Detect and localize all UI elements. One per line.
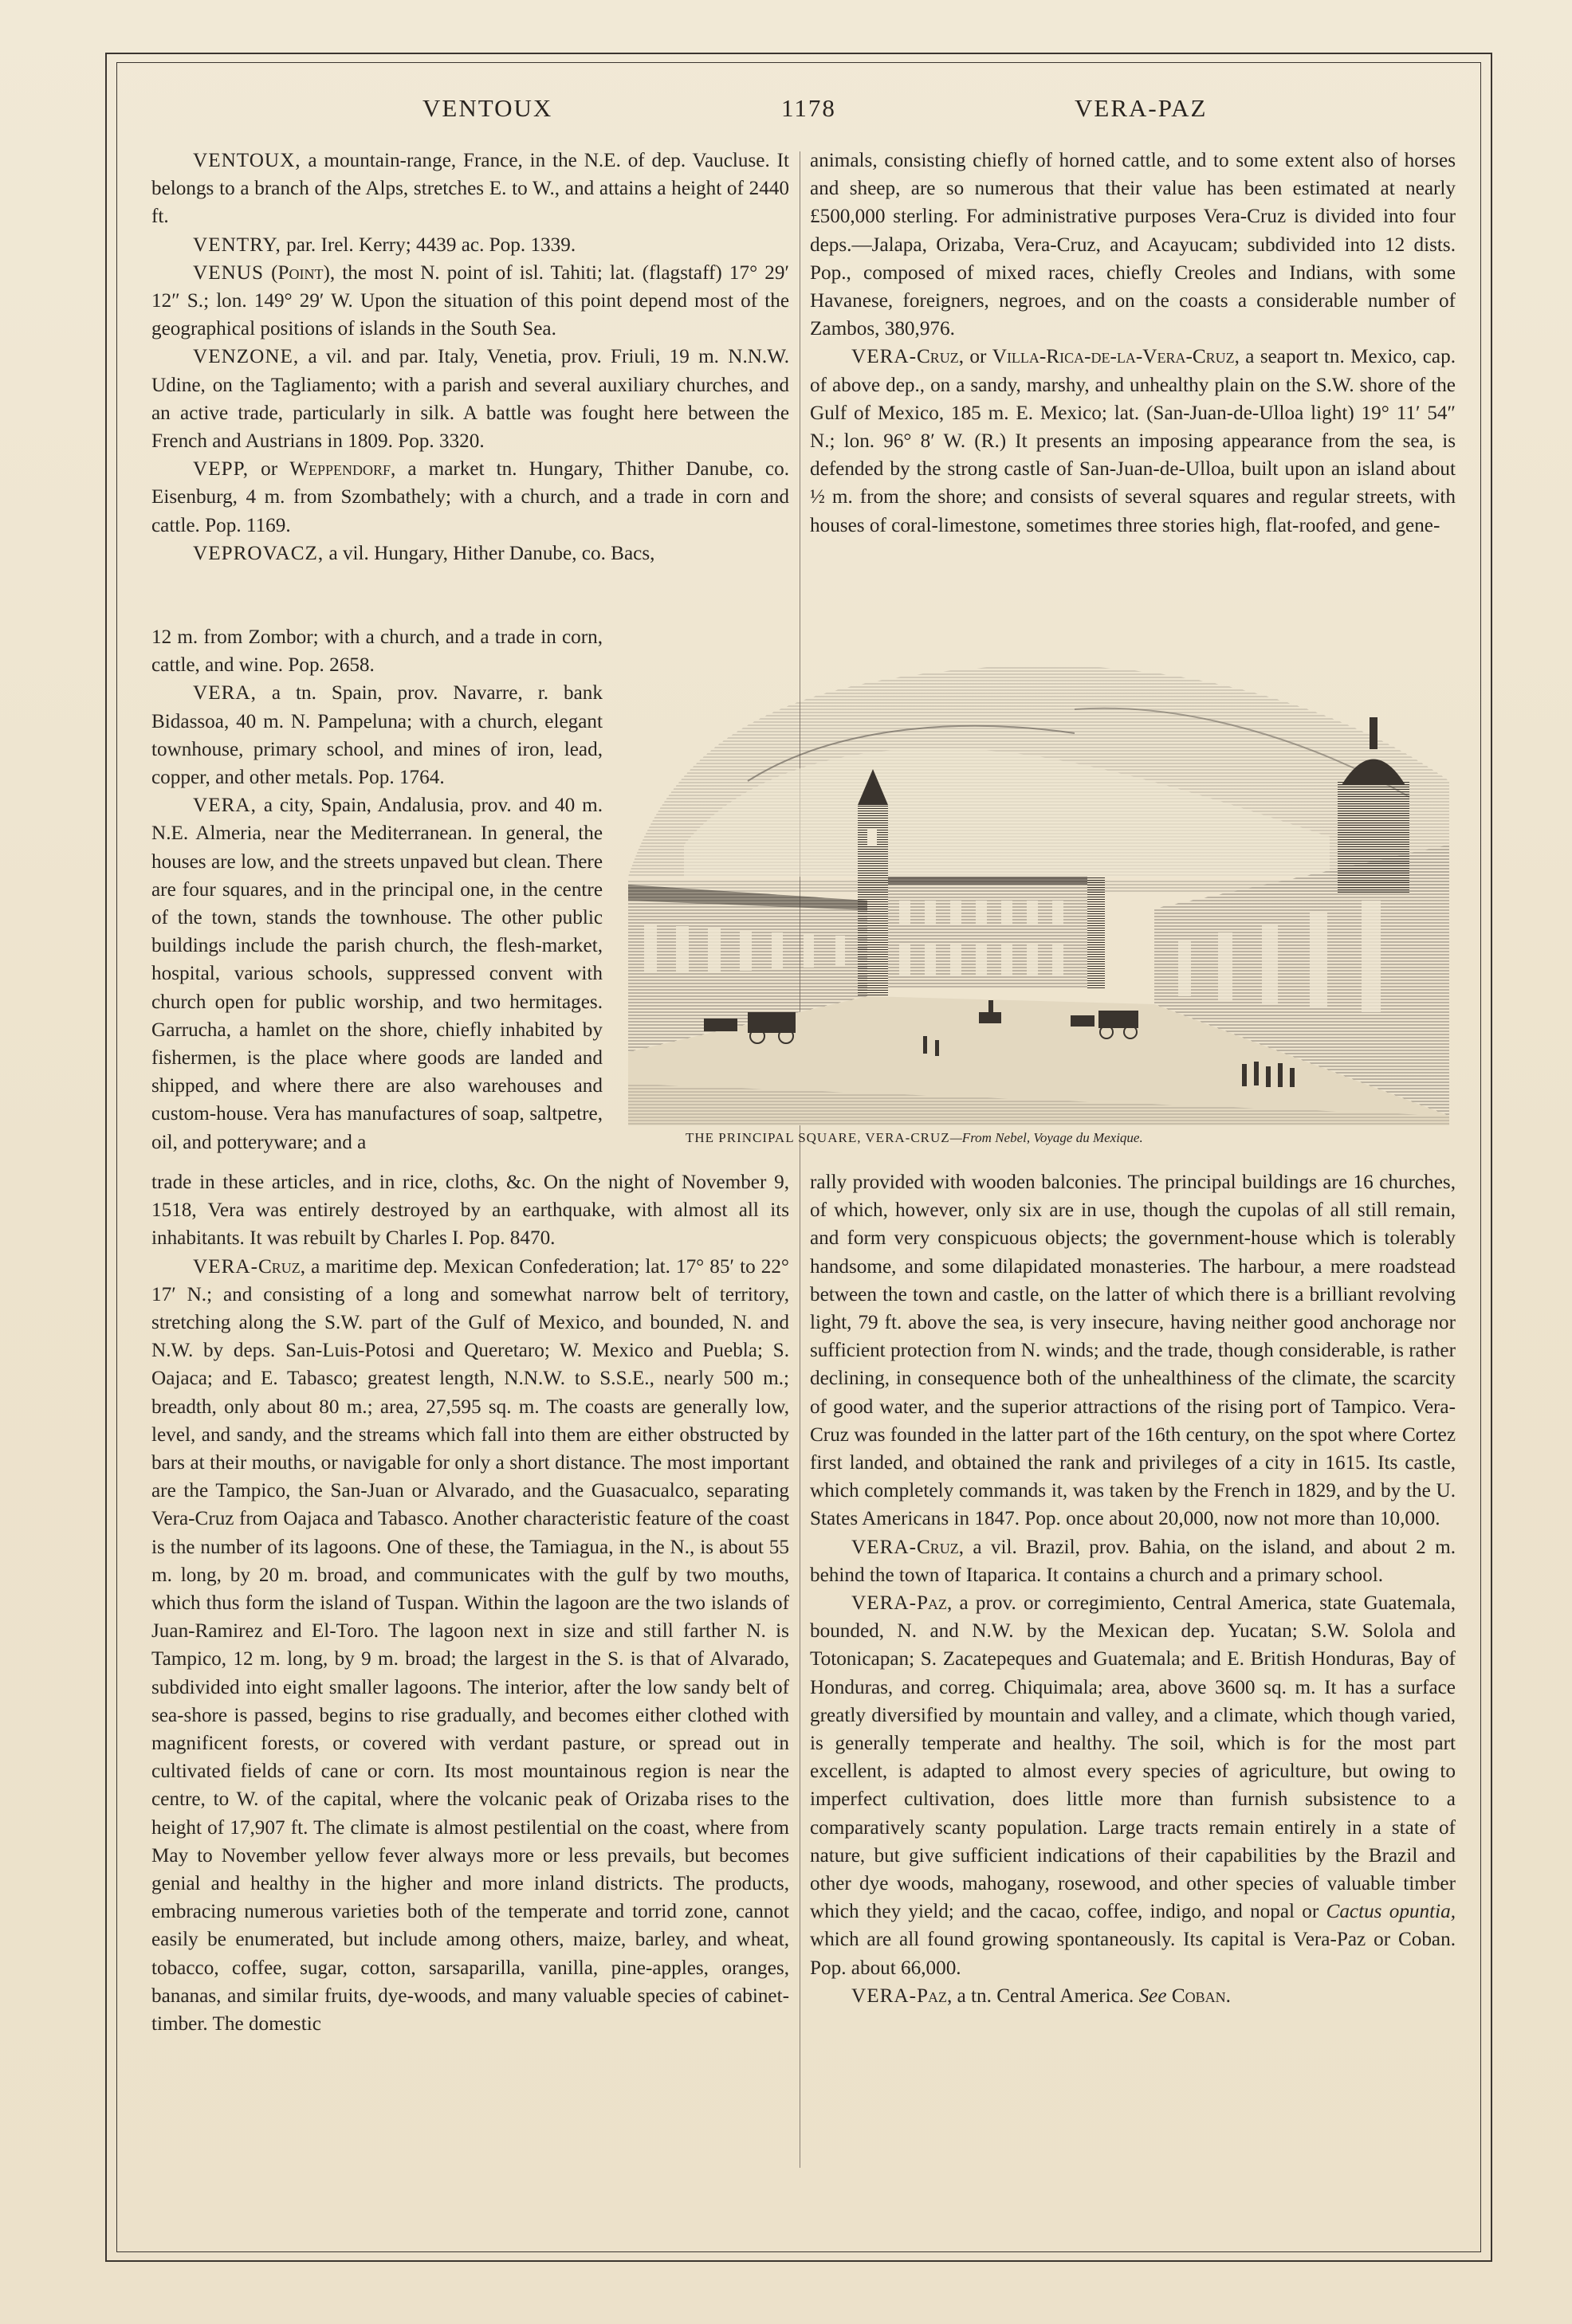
entry-venzone bbox=[151, 343, 789, 455]
entry-text: a vil. Hungary, Hither Danube, co. Bacs, bbox=[324, 542, 655, 564]
headword: VENUS bbox=[193, 261, 264, 284]
left-column-narrow bbox=[151, 623, 603, 1156]
headword-part: Paz, bbox=[916, 1984, 953, 2007]
entry-venus bbox=[151, 259, 789, 343]
headword-alt: Weppendorf, bbox=[289, 458, 396, 481]
right-column-top bbox=[810, 147, 1456, 540]
entry-ventoux bbox=[151, 147, 789, 231]
entry-veracruz-town-continued: rally provided with wooden balconies. The principal buildings are 16 churches, of which, however, only six are in use, though the cupolas of all still remain, and form very conspicuous objects; the government-house which is tolerably handsome, and some dilapidated monasteries. The harbour, a mere roadstead between the town and castle, on the latter of which there is a brilliant revolving light, 79 ft. above the sea, is very insecure, having neither good anchorage nor sufficient protection from N. winds; and the trade, though considerable, is rather declining, in consequence both of the unhealthiness of the climate, the scarcity of good water, and the superior attractions of the rising port of Tampico. Vera-Cruz was founded in the latter part of the 16th century, on the spot where Cortez first landed, and obtained the rank and privileges of a city in 1615. Its castle, which completely commands it, was taken by the French in 1829, and by the U. States Americans in 1847. Pop. once about 20,000, now not more than 10,000. bbox=[810, 1172, 1456, 1530]
entry-veracruz-dep bbox=[151, 1253, 789, 2039]
entry-veprovacz bbox=[151, 540, 789, 567]
page-number: 1178 bbox=[781, 94, 836, 122]
headword: VERA- bbox=[851, 1984, 917, 2007]
entry-verapaz-province bbox=[810, 1589, 1456, 1982]
running-header bbox=[151, 94, 1451, 134]
headword: VENTRY, bbox=[193, 234, 281, 256]
entry-veprovacz-continued: 12 m. from Zombor; with a church, and a trade in corn, cattle, and wine. Pop. 2658. bbox=[151, 626, 603, 677]
entry-veracruz-town bbox=[810, 343, 1456, 539]
headword: VERA- bbox=[851, 346, 917, 368]
right-column-bottom bbox=[810, 1168, 1456, 2010]
headword-part: Cruz, bbox=[257, 1255, 306, 1278]
entry-verapaz-town bbox=[810, 1982, 1456, 2010]
entry-vera-andalusia bbox=[151, 791, 603, 1156]
entry-vera-andalusia-continued: trade in these articles, and in rice, cloths, &c. On the night of November 9, 1518, Vera was entirely destroyed by an earthquake, with almost all its inhabitants. It was rebuilt by Charles I. Pop. 8470. bbox=[151, 1172, 789, 1250]
headword: VEPROVACZ, bbox=[193, 542, 324, 564]
headword: VERA, bbox=[193, 795, 257, 817]
italic-term: Cactus opuntia, bbox=[1326, 1901, 1456, 1923]
entry-text: a tn. Spain, prov. Navarre, r. bank Bidassoa, 40 m. N. Pampeluna; with a church, elegant townhouse, primary school, and mines of iron, lead, copper, and other metals. Pop. 1764. bbox=[151, 682, 603, 789]
entry-text: the most N. point of isl. Tahiti; lat. (flagstaff) 17° 29′ 12″ S.; lon. 149° 29′ W. Upon the situation of this point depend most of the geographical positions of islands in the South Sea. bbox=[151, 261, 789, 340]
entry-veracruz-village bbox=[810, 1533, 1456, 1589]
entry-text: a tn. Central America. bbox=[952, 1984, 1139, 2007]
header-left-word: VENTOUX bbox=[422, 94, 553, 122]
headword-part: Paz, bbox=[916, 1592, 953, 1615]
see-reference: See bbox=[1138, 1984, 1167, 2007]
cross-reference: Coban. bbox=[1166, 1984, 1231, 2007]
entry-vepp bbox=[151, 455, 789, 540]
headword: VERA, bbox=[193, 682, 257, 705]
entry-ventry bbox=[151, 231, 789, 259]
entry-text: a seaport tn. Mexico, cap. of above dep., on a sandy, marshy, and unhealthy plain on the S.W. shore of the Gulf of Mexico, 185 m. E. Mexico; lat. (San-Juan-de-Ulloa light) 19° 11′ 54″ N.; lon. 96° 8′ W. (R.) It presents an imposing appearance from the sea, is defended by the strong castle of San-Juan-de-Ulloa, built upon an island about ½ m. from the shore; and consists of several squares and regular streets, with houses of coral-limestone, sometimes three stories high, flat-roofed, and gene- bbox=[810, 346, 1456, 536]
headword-alt: Villa-Rica-de-la-Vera-Cruz, bbox=[992, 346, 1240, 368]
engraving-principal-square-vera-cruz bbox=[628, 638, 1449, 1125]
headword: VERA- bbox=[851, 1592, 917, 1615]
entry-text: a vil. and par. Italy, Venetia, prov. Friuli, 19 m. N.N.W. Udine, on the Tagliamento; with a parish and several auxiliary churches, and an active trade, particularly in silk. A battle was fought here between the French and Austrians in 1809. Pop. 3320. bbox=[151, 346, 789, 453]
entry-text: a city, Spain, Andalusia, prov. and 40 m. N.E. Almeria, near the Mediterranean. In general, the houses are low, and the streets unpaved but clean. There are four squares, and in the principal one, in the centre of the town, stands the townhouse. The other public buildings include the parish church, the flesh-market, hospital, various schools, suppressed convent with church open for public worship, and two hermitages. Garrucha, a hamlet on the shore, chiefly inhabited by fishermen, is the place where goods are landed and shipped, and where there are also warehouses and custom-house. Vera has manufactures of soap, saltpetre, oil, and potteryware; and a bbox=[151, 795, 603, 1153]
headword: VERA- bbox=[193, 1255, 258, 1278]
headword: VEPP, bbox=[193, 458, 250, 481]
illustration-caption bbox=[686, 1130, 1435, 1146]
entry-text: which are all found growing spontaneously. Its capital is Vera-Paz or Coban. Pop. about 66,000. bbox=[810, 1929, 1456, 1979]
entry-text: a vil. Brazil, prov. Bahia, on the island, and about 2 m. behind the town of Itaparica. It contains a church and a primary school. bbox=[810, 1536, 1456, 1586]
entry-text: a maritime dep. Mexican Confederation; lat. 17° 85′ to 22° 17′ N.; and consisting of a long and somewhat narrow belt of territory, stretching along the S.W. part of the Gulf of Mexico, and bounded, N. and N.W. by deps. San-Luis-Potosi and Queretaro; W. Mexico and Puebla; S. Oajaca; and E. Tabasco; greatest length, N.N.W. to S.S.E., nearly 500 m.; breadth, only about 80 m.; area, 27,595 sq. m. The coasts are generally low, level, and sandy, and the streams which fall into them are either obstructed by bars at their mouths, or navigable for only a short distance. The most important are the Tampico, the San-Juan or Alvarado, and the Guasacualco, separating Vera-Cruz from Oajaca and Tabasco. Another characteristic feature of the coast is the number of its lagoons. One of these, the Tamiagua, in the N., is about 55 m. long, by 20 m. broad, and communicates with the gulf by two mouths, which thus form the island of Tuspan. Within the lagoon are the two islands of Juan-Ramirez and El-Toro. The lagoon next in size and still farther N. is Tampico, 12 m. long, by 9 m. broad; the largest in the S. is that of Alvarado, subdivided into eight smaller lagoons. The interior, after the low sandy belt of sea-shore is passed, begins to rise gradually, and becomes either clothed with magnificent forests, or covered with verdant pasture, or spread out in cultivated fields of cane or corn. Its most mountainous region is near the centre, to W. of the capital, where the volcanic peak of Orizaba rises to the height of 17,907 ft. The climate is almost pestilential on the coast, where from May to November yellow fever always more or less prevails, but becomes genial and healthy in the higher and more inland districts. The products, embracing numerous varieties both of the temperate and torrid zone, cannot easily be enumerated, but include among others, maize, barley, and wheat, tobacco, coffee, sugar, cotton, sarsaparilla, vanilla, pine-apples, oranges, bananas, and similar fruits, dye-woods, and many valuable species of cabinet-timber. The domestic bbox=[151, 1255, 789, 2035]
headword: VERA- bbox=[851, 1536, 917, 1558]
left-column-top bbox=[151, 147, 789, 567]
entry-text: par. Irel. Kerry; 4439 ac. Pop. 1339. bbox=[281, 234, 576, 256]
entry-veracruz-dep-continued: animals, consisting chiefly of horned cattle, and to some extent also of horses and sheep, are so numerous that their value has been estimated at nearly £500,000 sterling. For administrative purposes Vera-Cruz is divided into four deps.—Jalapa, Orizaba, Vera-Cruz, and Acayucam; subdivided into 12 dists. Pop., composed of mixed races, chiefly Creoles and Indians, with some Havanese, foreigners, negroes, and on the coasts a considerable number of Zambos, 380,976. bbox=[810, 150, 1456, 340]
entry-text: a mountain-range, France, in the N.E. of dep. Vaucluse. It belongs to a branch of the Alps, stretches E. to W., and attains a height of 2440 ft. bbox=[151, 150, 789, 228]
headword-part: Cruz, bbox=[916, 1536, 965, 1558]
entry-vera-navarre bbox=[151, 679, 603, 791]
headword-part: Cruz, bbox=[916, 346, 965, 368]
header-right-word: VERA-PAZ bbox=[1075, 94, 1208, 122]
caption-source: —From Nebel, Voyage du Mexique. bbox=[949, 1130, 1143, 1145]
entry-text: a market tn. Hungary, Thither Danube, co. Eisenburg, 4 m. from Szombathely; with a church, and a trade in corn and cattle. Pop. 1169. bbox=[151, 458, 789, 536]
left-column-bottom bbox=[151, 1168, 789, 2038]
entry-text: a prov. or corregimiento, Central America, state Guatemala, bounded, N. and N.W. by the Mexican dep. Yucatan; S.W. Solola and Totonicapan; S. Zacatepeques and Guatemala; and E. British Honduras, Bay of Honduras, and correg. Chiquimala; area, above 3600 sq. m. It has a surface greatly diversified by mountain and valley, and a climate, which though varied, is generally temperate and healthy. The soil, which is for the most part excellent, is adapted to almost every species of agriculture, but owing to imperfect cultivation, does little more than furnish subsistence to a comparatively scanty population. Large tracts remain entirely in a state of nature, but give sufficient indications of their capabilities by the Brazil and other dye woods, mahogany, rosewood, and other species of valuable timber which they yield; and the cacao, coffee, indigo, and nopal or bbox=[810, 1592, 1456, 1923]
entry-text: or bbox=[249, 458, 290, 481]
headword: VENZONE, bbox=[193, 346, 300, 368]
caption-title: THE PRINCIPAL SQUARE, VERA-CRUZ bbox=[686, 1130, 950, 1145]
headword: VENTOUX, bbox=[193, 150, 301, 171]
headword-subtitle: (Point), bbox=[263, 261, 336, 284]
entry-text: or bbox=[964, 346, 992, 368]
